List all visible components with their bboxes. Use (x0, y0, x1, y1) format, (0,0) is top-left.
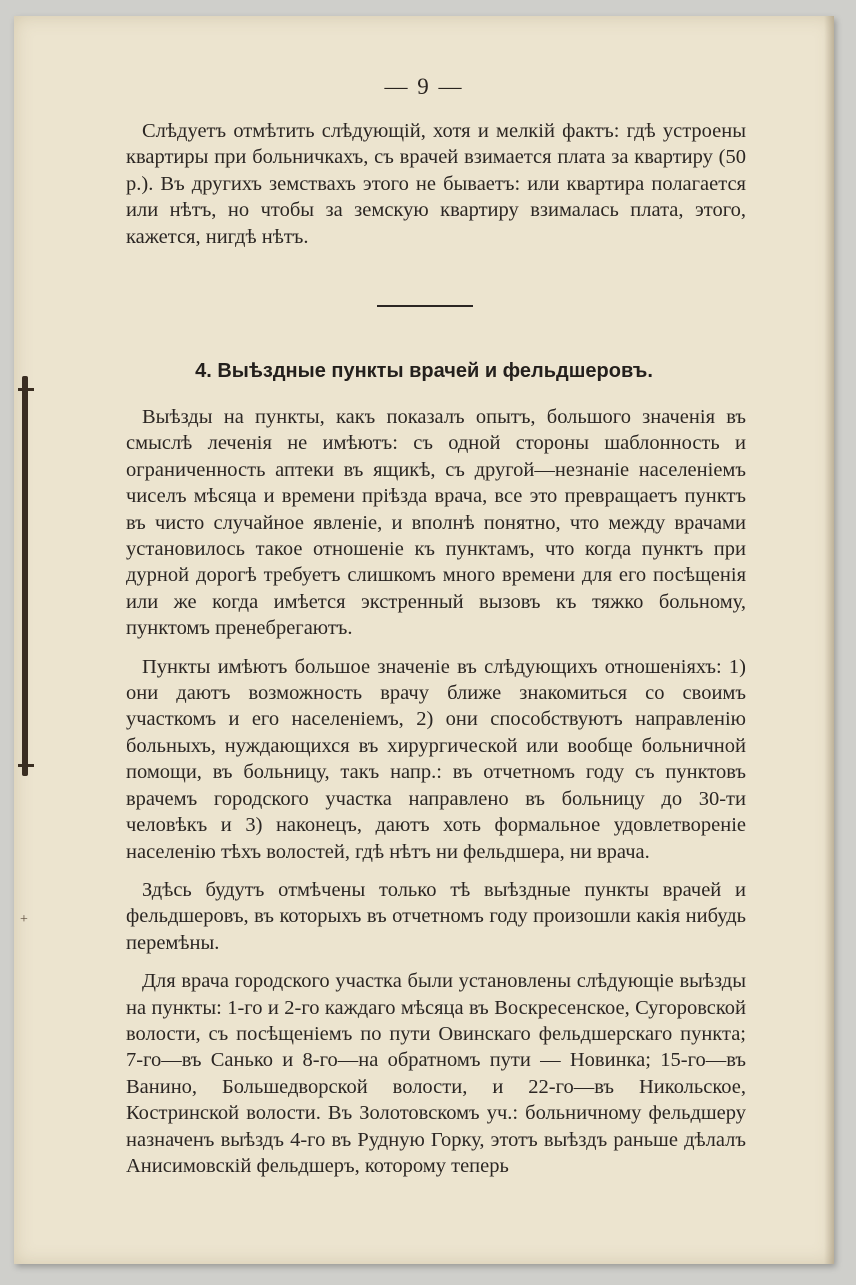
intro-paragraph: Слѣдуетъ отмѣтить слѣдующій, хотя и мелкій фактъ: гдѣ устроены квартиры при больничкахъ, съ врачей взимается плата за квартиру (50 р.). Въ другихъ земствахъ этого не бываетъ: или квартира полагается или нѣтъ, но чтобы за земскую квартиру взималась плата, этого, кажется, нигдѣ нѣтъ. (126, 120, 746, 248)
binding-mark (22, 376, 28, 776)
intro-text-block (126, 118, 746, 250)
margin-cross-mark: + (20, 912, 28, 927)
section-heading: 4. Выѣздные пункты врачей и фельдшеровъ. (195, 360, 653, 382)
page-number: — 9 — (384, 74, 464, 99)
section-body (126, 404, 746, 1179)
page-edge-shadow (824, 16, 834, 1264)
body-paragraph: Здѣсь будутъ отмѣчены только тѣ выѣздные пункты врачей и фельдшеровъ, въ которыхъ въ отчетномъ году произошли какія нибудь перемѣны. (126, 878, 746, 954)
binding-tick (18, 388, 34, 391)
body-paragraph: Пункты имѣютъ большое значеніе въ слѣдующихъ отношеніяхъ: 1) они даютъ возможность врачу ближе знакомиться со своимъ участкомъ и его населеніемъ, 2) они способствуютъ направленію больныхъ, нуждающихся въ хирургической или вообще больничной помощи, въ больницу, такъ напр.: въ отчетномъ году съ пунктовъ врачемъ городского участка направлено въ больницу до 30-ти человѣкъ и 3) наконецъ, даютъ хоть формальное удовлетвореніе населенію тѣхъ волостей, гдѣ нѣтъ ни фельдшера, ни врача. (126, 655, 746, 863)
section-divider (377, 305, 473, 307)
body-paragraph: Для врача городского участка были установлены слѣдующіе выѣзды на пункты: 1-го и 2-го каждаго мѣсяца въ Воскресенское, Сугоровской волости, съ посѣщеніемъ по пути Овинскаго фельдшерскаго пункта; 7-го—въ Санько и 8-го—на обратномъ пути — Новинка; 15-го—въ Ванино, Большедворской волости, и 22-го—въ Никольское, Костринской волости. Въ Золотовскомъ уч.: больничному фельдшеру назначенъ выѣздъ 4-го въ Рудную Горку, этотъ выѣздъ раньше дѣлалъ Анисимовскій фельдшеръ, которому теперь (126, 970, 746, 1177)
binding-tick (18, 764, 34, 767)
body-paragraph: Выѣзды на пункты, какъ показалъ опытъ, большого значенія въ смыслѣ леченія не имѣютъ: съ одной стороны шаблонность и ограниченность аптеки въ ящикѣ, съ другой—незнаніе населеніемъ чиселъ мѣсяца и времени пріѣзда врача, все это превращаетъ пунктъ въ чисто случайное явленіе, и вполнѣ понятно, что между врачами установилось такое отношеніе къ пунктамъ, что когда пунктъ при дурной дорогѣ требуетъ слишкомъ много времени для его посѣщенія или же когда имѣется экстренный вызовъ къ тяжко больному, пунктомъ пренебрегаютъ. (126, 406, 746, 640)
document-page (14, 16, 834, 1264)
